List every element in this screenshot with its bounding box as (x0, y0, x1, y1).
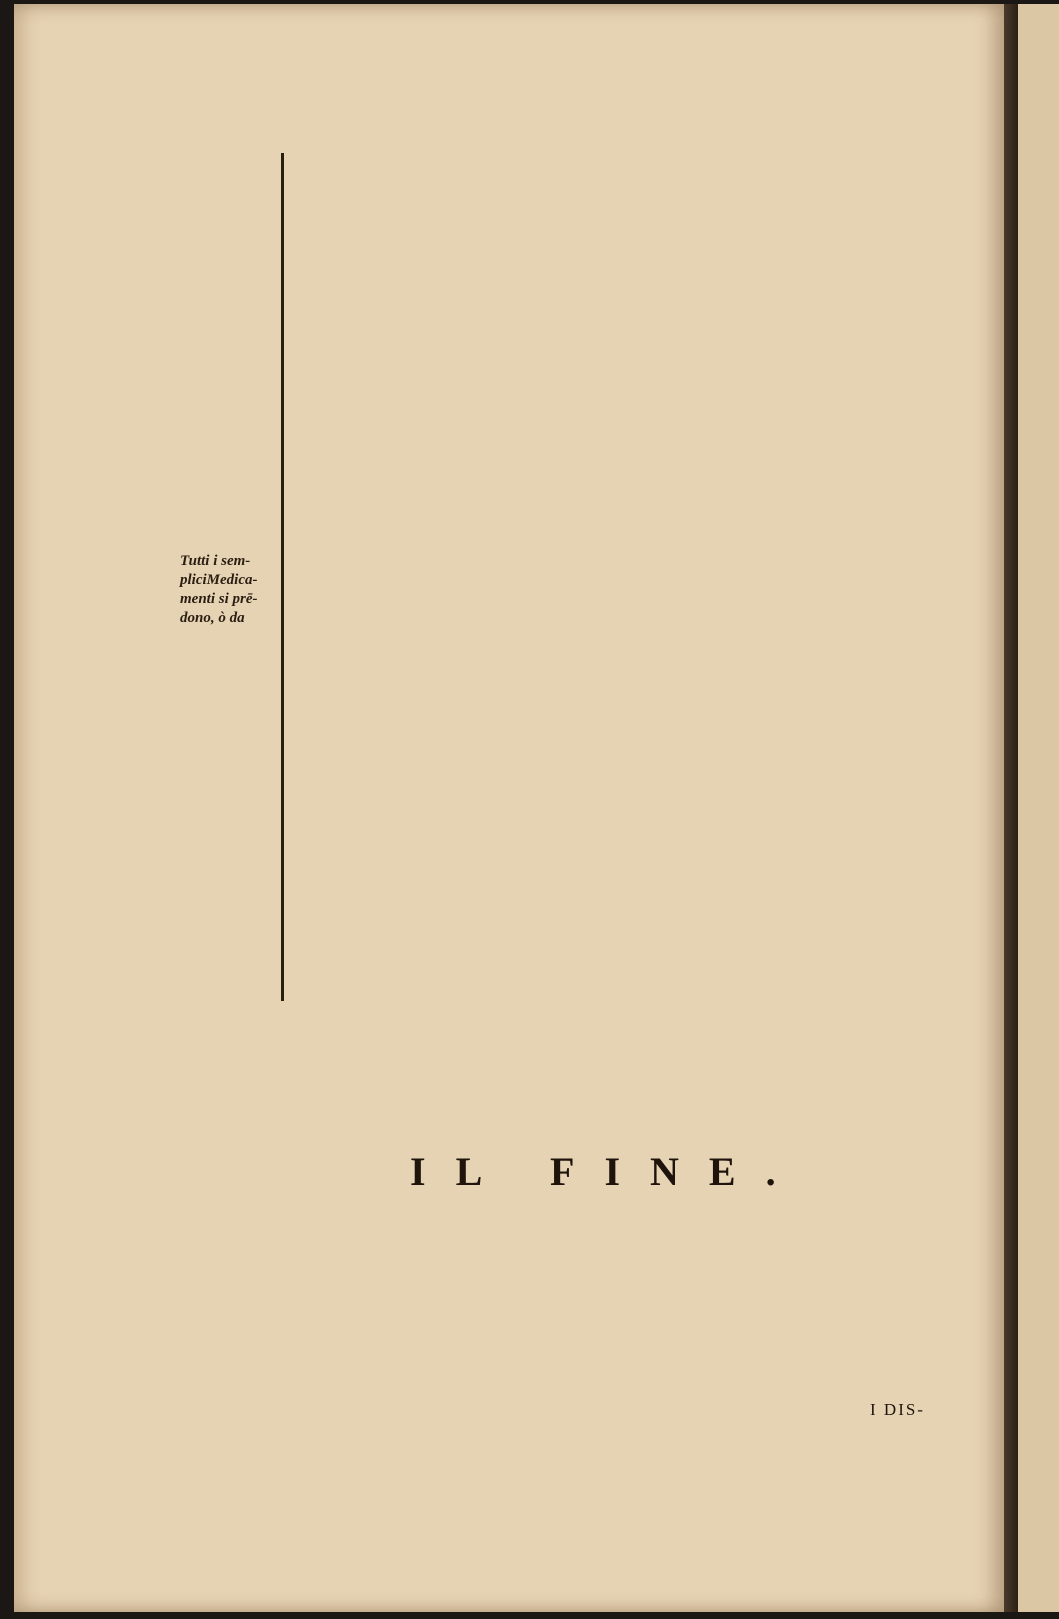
book-gutter (1004, 4, 1018, 1612)
next-page-edge (1018, 4, 1059, 1612)
end-title: IL FINE. (410, 1149, 806, 1194)
main-bracket-line (281, 153, 284, 1001)
root-label: dono, ò da (180, 610, 245, 626)
book-page (14, 4, 1004, 1612)
root-label: menti si prē- (180, 591, 258, 607)
catchword: I DIS- (870, 1400, 925, 1419)
root-label: pliciMedica- (180, 572, 258, 588)
root-label: Tutti i sem- (180, 553, 251, 569)
